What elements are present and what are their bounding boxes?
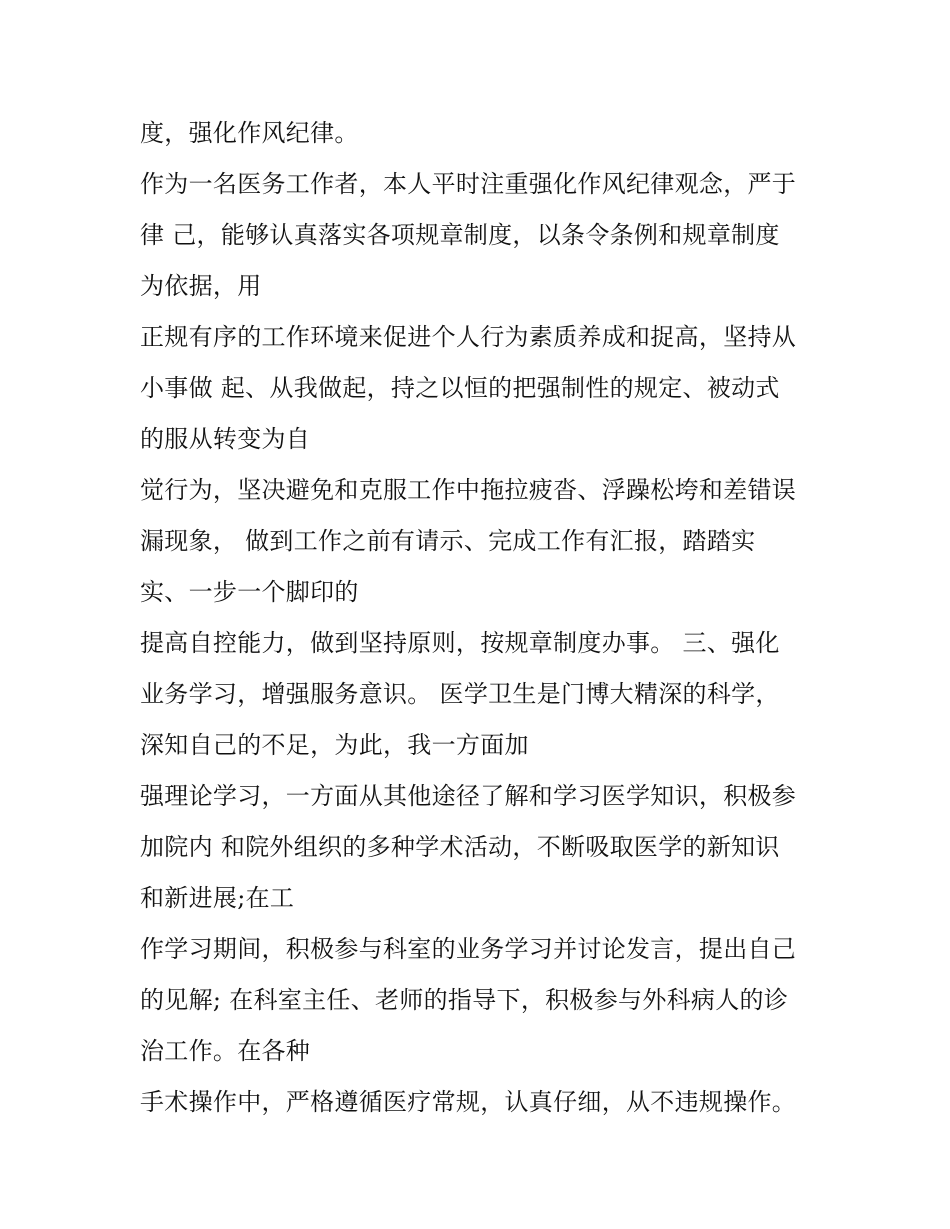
text-line: 为依据，用 (140, 272, 262, 300)
text-line: 强理论学习，一方面从其他途径了解和学习医学知识，积极参 (140, 782, 797, 810)
body-text (140, 108, 830, 1128)
text-line: 小事做 起、从我做起，持之以恒的把强制性的规定、被动式 (140, 374, 780, 402)
text-line: 正规有序的工作环境来促进个人行为素质养成和捉高，坚持从 (140, 323, 797, 351)
text-line: 的见解; 在科室主任、老师的指导下，积极参与外科病人的诊 (140, 986, 789, 1014)
text-line: 度，强化作风纪律。 (140, 119, 359, 147)
text-line: 作学习期间，积极参与科室的业务学习并讨论发言，提出自己 (140, 935, 797, 963)
text-line: 治工作。在各种 (140, 1037, 311, 1065)
text-line: 作为一名医务工作者，本人平时注重强化作风纪律观念，严于 (140, 170, 797, 198)
text-line: 律 己，能够认真落实各项规章制度，以条令条例和规章制度 (140, 221, 780, 249)
text-line: 手术操作中，严格遵循医疗常规，认真仔细，从不违规操作。 (140, 1088, 797, 1116)
text-line: 和新进展;在工 (140, 884, 295, 912)
text-line: 业务学习，增强服务意识。 医学卫生是门博大精深的科学， (140, 680, 780, 708)
text-line: 觉行为，坚决避免和克服工作中拖拉疲沓、浮躁松垮和差错误 (140, 476, 797, 504)
text-line: 的服从转变为自 (140, 425, 311, 453)
text-line: 提高自控能力，做到坚持原则，按规章制度办事。 三、强化 (140, 629, 780, 657)
text-line: 加院内 和院外组织的多种学术活动，不断吸取医学的新知识 (140, 833, 780, 861)
text-line: 漏现象， 做到工作之前有请示、完成工作有汇报，踏踏实 (140, 527, 756, 555)
text-line: 实、一步一个脚印的 (140, 578, 359, 606)
text-line: 深知自己的不足，为此，我一方面加 (140, 731, 529, 759)
